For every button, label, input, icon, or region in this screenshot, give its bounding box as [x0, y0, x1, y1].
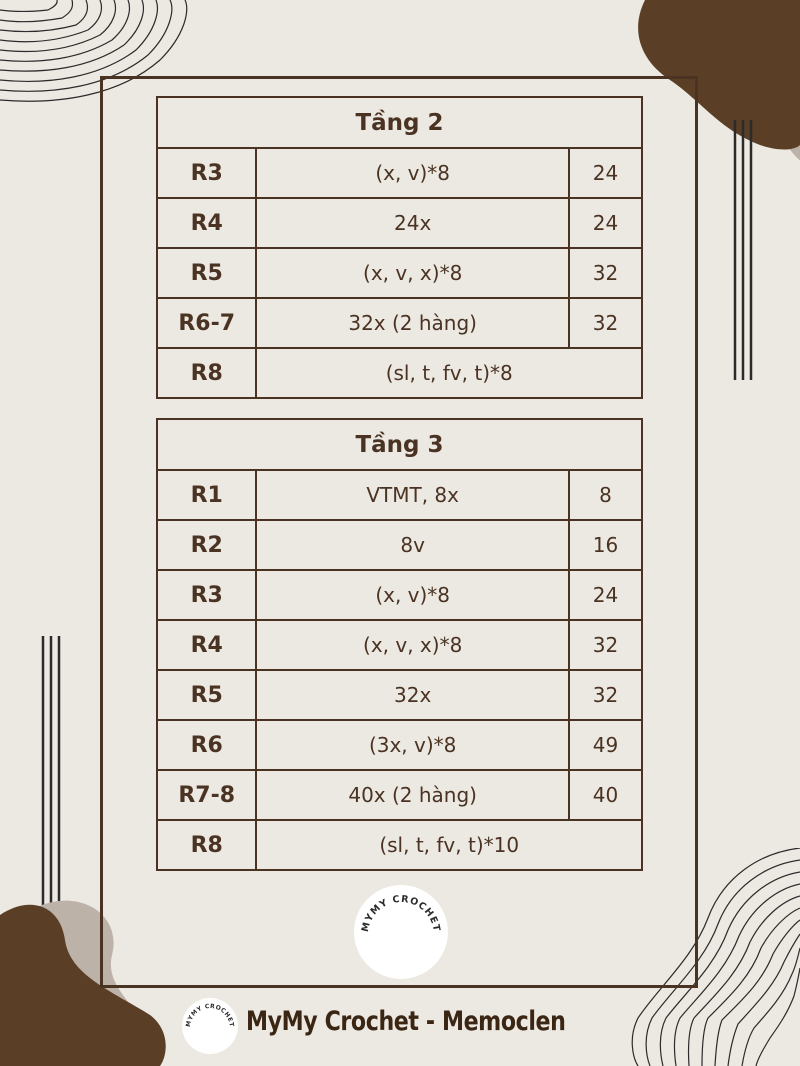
stitch-count: 24 — [569, 198, 642, 248]
table-row — [157, 248, 642, 298]
table-row — [157, 770, 642, 820]
vertical-lines-right — [732, 120, 756, 382]
table-row — [157, 620, 642, 670]
stitch-count: 40 — [569, 770, 642, 820]
row-label: R8 — [157, 820, 256, 870]
table-title: Tầng 2 — [157, 97, 642, 148]
table-row — [157, 470, 642, 520]
row-instruction: (x, v)*8 — [256, 570, 569, 620]
logo-stamp-footer — [182, 998, 238, 1054]
stitch-count: 8 — [569, 470, 642, 520]
row-instruction: 32x (2 hàng) — [256, 298, 569, 348]
row-label: R8 — [157, 348, 256, 398]
stitch-count: 24 — [569, 148, 642, 198]
table-row — [157, 670, 642, 720]
table-row — [157, 298, 642, 348]
row-instruction: (sl, t, fv, t)*8 — [256, 348, 642, 398]
row-instruction: 32x — [256, 670, 569, 720]
table-row — [157, 520, 642, 570]
stitch-count: 32 — [569, 670, 642, 720]
logo-stamp-watermark — [354, 885, 448, 979]
row-label: R1 — [157, 470, 256, 520]
table-title: Tầng 3 — [157, 419, 642, 470]
footer-brand-title: MyMy Crochet - Memoclen — [246, 1006, 566, 1037]
table-row — [157, 570, 642, 620]
stitch-count: 16 — [569, 520, 642, 570]
table-row — [157, 348, 642, 398]
row-instruction: (x, v)*8 — [256, 148, 569, 198]
table-row — [157, 720, 642, 770]
svg-text:MYMY CROCHET: MYMY CROCHET — [359, 893, 442, 934]
row-instruction: 24x — [256, 198, 569, 248]
row-label: R5 — [157, 248, 256, 298]
row-instruction: (3x, v)*8 — [256, 720, 569, 770]
row-instruction: (sl, t, fv, t)*10 — [256, 820, 642, 870]
stitch-count: 24 — [569, 570, 642, 620]
row-instruction: 40x (2 hàng) — [256, 770, 569, 820]
stitch-count: 32 — [569, 298, 642, 348]
row-label: R3 — [157, 148, 256, 198]
row-instruction: 8v — [256, 520, 569, 570]
row-instruction: VTMT, 8x — [256, 470, 569, 520]
pattern-table-tang-2 — [156, 96, 643, 399]
table-row — [157, 198, 642, 248]
row-label: R2 — [157, 520, 256, 570]
svg-text:MYMY CROCHET: MYMY CROCHET — [184, 1002, 236, 1028]
pattern-table-tang-3 — [156, 418, 643, 871]
row-label: R7-8 — [157, 770, 256, 820]
row-instruction: (x, v, x)*8 — [256, 620, 569, 670]
stitch-count: 32 — [569, 620, 642, 670]
row-label: R4 — [157, 198, 256, 248]
stitch-count: 49 — [569, 720, 642, 770]
row-label: R4 — [157, 620, 256, 670]
row-label: R3 — [157, 570, 256, 620]
row-label: R5 — [157, 670, 256, 720]
row-instruction: (x, v, x)*8 — [256, 248, 569, 298]
table-row — [157, 148, 642, 198]
row-label: R6 — [157, 720, 256, 770]
vertical-lines-left — [40, 636, 64, 936]
table-row — [157, 820, 642, 870]
stitch-count: 32 — [569, 248, 642, 298]
row-label: R6-7 — [157, 298, 256, 348]
